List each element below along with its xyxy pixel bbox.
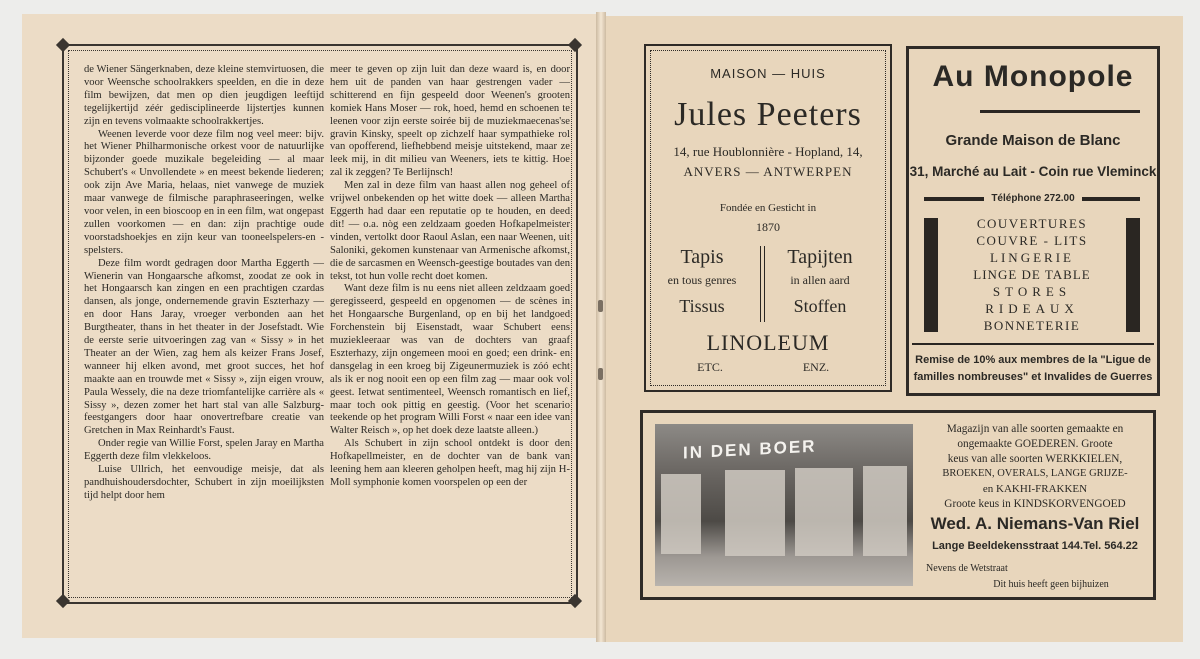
divider xyxy=(760,246,761,322)
linoleum: LINOLEUM xyxy=(706,330,830,355)
rule xyxy=(1082,197,1140,201)
product-item: BONNETERIE xyxy=(983,318,1081,333)
tapis-sub: en tous genres xyxy=(667,273,737,287)
rule xyxy=(912,343,1154,345)
tissus: Tissus xyxy=(679,296,725,316)
vertical-bar xyxy=(924,218,938,332)
enz: ENZ. xyxy=(802,360,830,374)
founded-label: Fondée en Gesticht in xyxy=(719,202,817,214)
address: 14, rue Houblonnière - Hopland, 14, xyxy=(673,144,863,159)
shop-name: Au Monopole xyxy=(932,60,1134,93)
article-column-2 xyxy=(330,64,570,490)
phone: Téléphone 272.00 xyxy=(991,193,1075,204)
paragraph: Want deze film is nu eens niet alleen zeldzaam goed geregisseerd, gespeeld en opgenomen — de scènes in het Hongaarsche Burgenland, op en bij het landgoed Forchenstein bij Eisenstadt, waar Schubert eens muziekleeraar was van de dochters van graaf Eszterhazy, zijn ongemeen mooi en goed; een drink- en dansgelag in een kroeg bij Zigeunermuziek is zóó echt als ik er nog nooit een op een film zag — maar ook vol geest. Ietwat sentimenteel, Weensch romantisch en lief, maar toch ook pittig en geestig. (Voor het scenario teekende op het program Willi Forst « naar een idee van Walter Reisch », op het doek deze laatste alleen.) xyxy=(330,283,570,437)
product-item: RIDEAUX xyxy=(985,301,1079,316)
paragraph: Deze film wordt gedragen door Martha Eggerth — Wienerin van Hongaarsche afkomst, zoodat ze ook in het Hongaarsch kan zingen en een prachtigen czardas dansen, als jonge, ondernemende gravin Eszterhazy — en door Hans Jaray, vroeger verbonden aan het Burgtheater, thans in het theater in der Josefstadt. Wie de eerste serie uitvoeringen zag van « Sissy » in het Theater an der Wien, zag hem als keizer Frans Josef, wanneer hij elken avond, met groot succes, het hof maakte aan en trouwde met « Sissy », zijn eigen vrouw, Paula Wessely, die na deze triomfantelijke carrière als « Sissy », dezen zomer het hart stal van alle Salzburg-feestgangers door haar onovertrefbare creatie van Gretchen in Max Reinhardt's Faust. xyxy=(84,257,324,437)
product-item: COUVERTURES xyxy=(976,216,1088,231)
ad-line: ongemaakte GOEDEREN. Groote xyxy=(957,438,1113,450)
shop-window xyxy=(863,466,907,556)
product-item: STORES xyxy=(992,284,1072,299)
tapijten-sub: in allen aard xyxy=(790,273,850,287)
paragraph: Onder regie van Willie Forst, spelen Jaray en Martha Eggerth deze film vlekkeloos. xyxy=(84,438,324,463)
paragraph: Als Schubert in zijn school ontdekt is door den Hofkapellmeister, en de dochter van de bank van leening hem aan kleeren geholpen heeft, mag hij zijn H-Moll symphonie komen voorspelen op een der xyxy=(330,438,570,488)
discount-line: Remise de 10% aux membres de la "Ligue de xyxy=(915,354,1151,366)
divider xyxy=(764,246,765,322)
staple xyxy=(598,368,603,380)
address: 31, Marché au Lait - Coin rue Vleminck xyxy=(909,164,1157,179)
paragraph: Weenen leverde voor deze film nog veel meer: bijv. het Wiener Philharmonische orkest voor de natuurlijke bijzonder goede muzikale begeleiding — al maar Schubert's « Unvollendete » en meest bekende liederen; ook zijn Ave Maria, helaas, niet vanwege de muziek maar vanwege de filmische paraphraseeringen, welke voor velen, in een bioscoop en in een film, wat ongepast zullen voorkomen — en dan: zijn prachtige oude voorstadshoekjes en zijn keur van tooneelspelers-en -spelsters. xyxy=(84,128,324,256)
etc: ETC. xyxy=(697,360,723,374)
city: ANVERS — ANTWERPEN xyxy=(683,164,853,179)
paragraph: Luise Ullrich, het eenvoudige meisje, dat als pandhuishoudersdochter, Schubert in zijn moeilijksten tijd helpt door hem xyxy=(84,464,324,501)
branch-note: Dit huis heeft geen bijhuizen xyxy=(993,579,1109,590)
shop-window xyxy=(661,474,701,554)
product-item: COUVRE - LITS xyxy=(976,233,1088,248)
shop-photo xyxy=(655,424,913,586)
address: Lange Beeldekensstraat 144.Tel. 564.22 xyxy=(932,540,1138,552)
discount-line: familles nombreuses" et Invalides de Guerres xyxy=(913,371,1153,383)
paragraph: meer te geven op zijn luit dan deze waard is, en door hem uit de panden van haar gestrengen vader — schitterend en fijn gespeeld door Weenen's grooten komiek Hans Moser — rok, hoed, hemd en schoenen te leenen voor zijn eerste soirée bij de muziekmaecenas'se gravin Kinsky, speelt op zichzelf haar sympathieke rol van opofferend, liefhebbend meisje uitstekend, maar ze leek mij, in dit milieu van Weeners, iets te kittig. Hoe zal ik zeggen? Te Berlijnsch! xyxy=(330,64,570,179)
shop-name: Jules Peeters xyxy=(674,96,862,133)
staple xyxy=(598,300,603,312)
underline xyxy=(980,110,1140,113)
ad-line: Magazijn van alle soorten gemaakte en xyxy=(946,423,1124,435)
location-note: Nevens de Wetstraat xyxy=(926,563,1008,574)
vertical-bar xyxy=(1126,218,1140,332)
shop-window xyxy=(725,470,785,556)
paragraph: Men zal in deze film van haast allen nog geheel of vrijwel onbekenden op het witte doek — alleen Martha Eggerth had daar een reputatie op te houden, en deed dit! — o.a. nòg een zeldzaam goeden Hofkapelmeister vinden, vertolkt door Raoul Aslan, een naar Weenen, uit Saloniki, gekomen kunstenaar van Armenische afkomst, die de sarcasmen en Weensch-geestige boutades van den tekst, tot hun volle recht doet komen. xyxy=(330,180,570,282)
ad-line: Groote keus in KINDSKORVENGOED xyxy=(944,498,1126,510)
ad-line: en KAKHI-FRAKKEN xyxy=(982,483,1088,495)
tapis: Tapis xyxy=(680,246,724,268)
ad-line: keus van alle soorten WERKKIELEN, xyxy=(947,453,1123,465)
product-item: LINGE DE TABLE xyxy=(973,267,1091,282)
shop-sign: IN DEN BOER xyxy=(683,436,817,463)
tapijten: Tapijten xyxy=(787,246,853,268)
paragraph: de Wiener Sängerknaben, deze kleine stemvirtuosen, die voor Weensche schoolrakkers speelden, en die in deze film bewijzen, dat men op dien jeugdigen leeftijd tegelijkertijd zéér gedisciplineerde lijstertjes kunnen zijn en tevens volmaakte schoolrakkertjes. xyxy=(84,64,324,127)
product-item: LINGERIE xyxy=(990,250,1074,265)
subtitle: Grande Maison de Blanc xyxy=(945,132,1121,149)
maison-label: MAISON — HUIS xyxy=(710,66,826,81)
founded-year: 1870 xyxy=(756,220,780,234)
shop-owner: Wed. A. Niemans-Van Riel xyxy=(930,514,1140,533)
article-column-1 xyxy=(84,64,324,503)
stoffen: Stoffen xyxy=(793,296,847,316)
spine xyxy=(596,12,606,642)
shop-window xyxy=(795,468,853,556)
ad-line: BROEKEN, OVERALS, LANGE GRIJZE- xyxy=(942,468,1128,479)
rule xyxy=(924,197,984,201)
